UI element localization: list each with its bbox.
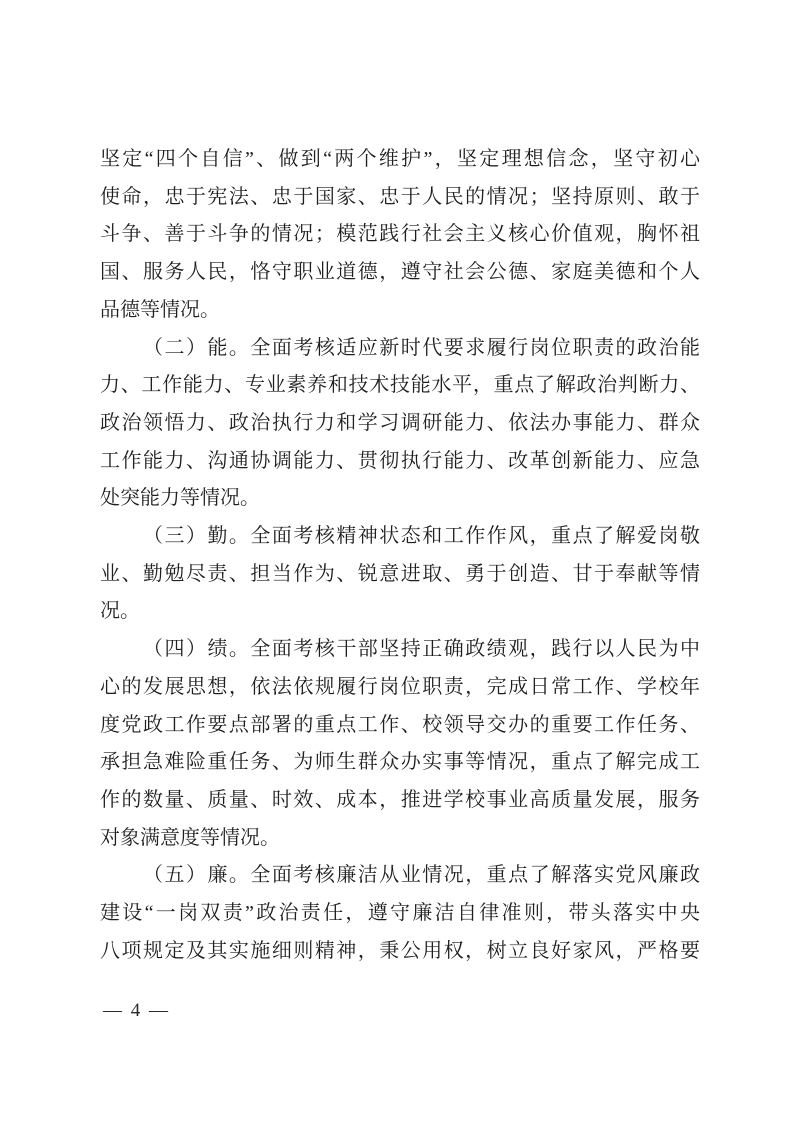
text-line: 八项规定及其实施细则精神，秉公用权，树立良好家风，严格要 — [100, 939, 700, 962]
text-line: （二）能。全面考核适应新时代要求履行岗位职责的政治能 — [143, 336, 700, 359]
text-line: 心的发展思想，依法依规履行岗位职责，完成日常工作、学校年 — [100, 675, 700, 698]
text-line: 斗争、善于斗争的情况；模范践行社会主义核心价值观，胸怀祖 — [100, 223, 700, 246]
text-line: （五）廉。全面考核廉洁从业情况，重点了解落实党风廉政 — [143, 864, 700, 887]
text-line: 国、服务人民，恪守职业道德，遵守社会公德、家庭美德和个人 — [100, 261, 700, 284]
text-line: 承担急难险重任务、为师生群众办实事等情况，重点了解完成工 — [100, 751, 700, 774]
paragraph-neng — [100, 330, 700, 519]
text-line: （三）勤。全面考核精神状态和工作作风，重点了解爱岗敬 — [143, 525, 700, 548]
text-line: 工作能力、沟通协调能力、贯彻执行能力、改革创新能力、应急 — [100, 449, 700, 472]
text-line: 度党政工作要点部署的重点工作、校领导交办的重要工作任务、 — [100, 713, 700, 736]
text-line: 建设“一岗双责”政治责任，遵守廉洁自律准则，带头落实中央 — [100, 902, 700, 925]
text-line: 作的数量、质量、时效、成本，推进学校事业高质量发展，服务 — [100, 788, 700, 811]
document-body — [100, 141, 700, 970]
text-line: 坚定“四个自信”、做到“两个维护”，坚定理想信念，坚守初心 — [100, 148, 700, 170]
page-number: — 4 — — [103, 1000, 170, 1021]
paragraph-lian — [100, 857, 700, 970]
text-line: 使命，忠于宪法、忠于国家、忠于人民的情况；坚持原则、敢于 — [100, 185, 700, 208]
text-line: 业、勤勉尽责、担当作为、锐意进取、勇于创造、甘于奉献等情 — [100, 562, 700, 585]
paragraph-qin — [100, 518, 700, 631]
text-line: 对象满意度等情况。 — [100, 826, 280, 849]
text-line: 况。 — [100, 600, 140, 623]
paragraph-ji — [100, 631, 700, 857]
text-line: （四）绩。全面考核干部坚持正确政绩观，践行以人民为中 — [143, 638, 700, 661]
paragraph-de-continued — [100, 141, 700, 330]
text-line: 品德等情况。 — [100, 298, 220, 321]
text-line: 处突能力等情况。 — [100, 487, 260, 510]
text-line: 力、工作能力、专业素养和技术技能水平，重点了解政治判断力、 — [100, 374, 700, 397]
text-line: 政治领悟力、政治执行力和学习调研能力、依法办事能力、群众 — [100, 411, 700, 434]
